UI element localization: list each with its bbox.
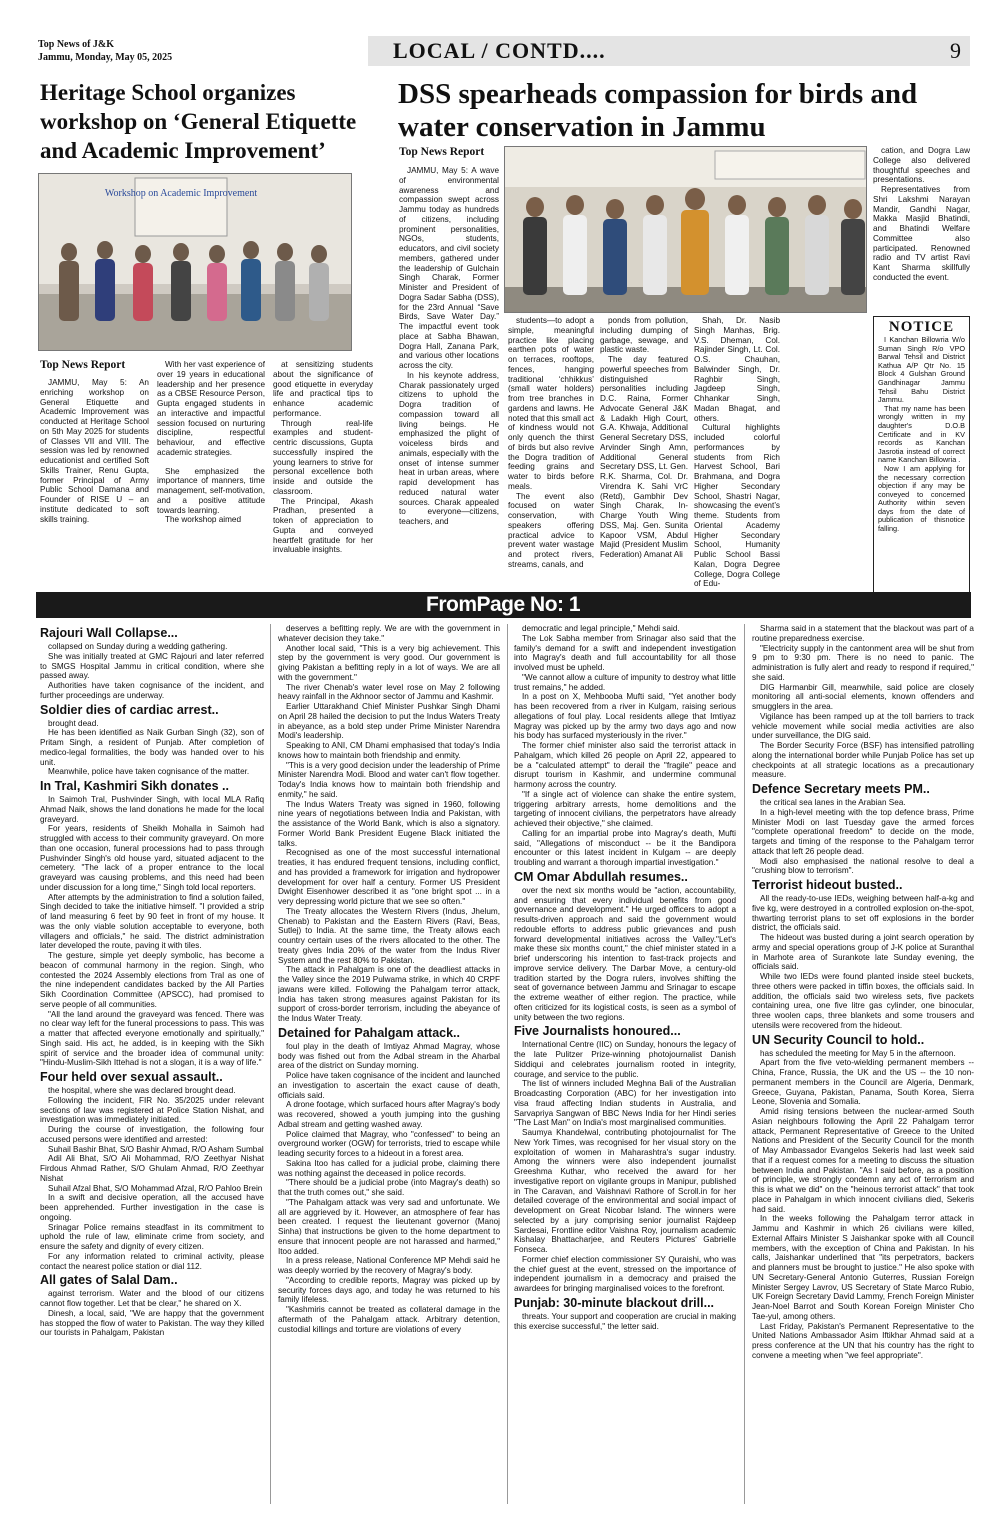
column-divider <box>744 624 745 1504</box>
dss-headline: DSS spearheads compassion for birds and water conservation in Jammu <box>398 78 918 143</box>
paper-name: Top News of J&K <box>38 39 115 50</box>
story-paragraph: Police claimed that Magray, who "confessed" to being an overground worker (OGW) for terrorists, tried to escape while leading security forces to a hideout in a forest area. <box>278 1129 500 1158</box>
story-headline: UN Security Council to hold.. <box>752 1032 925 1047</box>
story-paragraph: Sharma said in a statement that the blackout was part of a routine preparedness exercise. <box>752 624 974 643</box>
story-paragraph: Another local said, "This is a very big achievement. This step by the government is very good. Our government is giving Pakistan a befitting reply in a lot of ways. We are all with the government." <box>278 643 500 682</box>
notice-paragraph: That my name has been wrongly written in my daughter's D.O.B Certificate and in KV records as Kanchan Jasrotia instead of correct name Kanchan Billowria . <box>878 403 965 465</box>
story-paragraph: Dinesh, a local, said, "We are happy that the government has stopped the flow of water to Pakistan. The way they killed our tourists in Pahalgam, Pakistan <box>40 1308 264 1338</box>
column-divider <box>270 624 271 1504</box>
heritage-column-3 <box>273 360 373 590</box>
heritage-paragraph: at sensitizing students about the significance of good etiquette in everyday life and practical tips to enhance academic performance. <box>273 360 373 418</box>
dss-byline: Top News Report <box>399 146 485 158</box>
story-paragraph: Sakina Itoo has called for a judicial probe, claiming there was nothing against the deceased in police records. <box>278 1158 500 1178</box>
dss-photo-image <box>505 147 867 313</box>
from-page-banner-title: FromPage No: 1 <box>426 593 581 616</box>
story-headline: Five Journalists honoured... <box>514 1024 681 1039</box>
story-paragraph: In a press release, National Conference MP Mehdi said he was deeply worried by the recovery of Magray's body. <box>278 1256 500 1275</box>
photo-banner-text: Workshop on Academic Improvement <box>104 188 258 199</box>
from-page-column-1 <box>40 624 264 1504</box>
story-paragraph: The Border Security Force (BSF) has intensified patrolling along the international border while Punjab Police has set up checkpoints at all strategic locations as a precautionary measure. <box>752 741 974 780</box>
story-headline: Soldier dies of cardiac arrest.. <box>40 702 219 717</box>
story-paragraph: The attack in Pahalgam is one of the deadliest attacks in the Valley since the 2019 Pulwama strike, in which 40 CRPF jawans were killed. Following the Pahalgam terror attack, India has taken strong measures against Pakistan for its support of cross-border terrorism, including the abeyance of the Indus Water Treaty. <box>278 965 500 1023</box>
story-headline: Terrorist hideout busted.. <box>752 878 903 892</box>
dss-paragraph: JAMMU, May 5: A wave of environmental awareness and compassion swept across Jammu today as hundreds of citizens, including prominent personalities, NGOs, students, educators, and civil society members, gathered under the leadership of Gulchain Singh Charak, Former Minister and President of Dogra Sadar Sabha (DSS), for the 23rd Annual “Save Birds, Save Water Day.” The impactful event took place at Sabha Bhawan, Dogra Hall, Zanana Park, and various other locations across the city. <box>399 166 499 370</box>
story-paragraph: The Lok Sabha member from Srinagar also said that the family's demand for a swift and independent investigation into Magray's death and full accountability for all those involved must be upheld. <box>514 633 736 672</box>
story-paragraph: The Indus Waters Treaty was signed in 1960, following nine years of negotiations between India and Pakistan, with the assistance of the World Bank, which is also a signatory. Former World Bank President Eugene Black initiated the talks. <box>278 799 500 848</box>
story-paragraph: "There should be a judicial probe (into Magray's death) so that the truth comes out," she said. <box>278 1178 500 1197</box>
story-paragraph: "All the land around the graveyard was fenced. There was no clear way left for the funeral processions to pass. This was a matter that affected everyone emotionally and spiritually," Singh said. His act, he added, is in keeping with the Sikh spirit of service and the broader idea of communal unity: "Hindu-Muslim-Sikh Ittehad is not a slogan, it is a way of life." <box>40 1009 264 1068</box>
story-paragraph: "According to credible reports, Magray was picked up by security forces days ago, and today he was returned to his family lifeless. <box>278 1275 500 1305</box>
story-paragraph: Meanwhile, police have taken cognisance of the matter. <box>48 767 250 777</box>
page-number: 9 <box>950 38 961 63</box>
story-paragraph: democratic and legal principle," Mehdi said. <box>522 624 680 633</box>
dss-paragraph: cation, and Dogra Law College also delivered thoughtful speeches and presentations. <box>873 146 970 185</box>
notice-box <box>873 316 970 597</box>
story-paragraph: The list of winners included Meghna Bali of the Australian Broadcasting Corporation (ABC) for her investigation into visa fraud affecting Indian students in Australia, and Sarvapriya Sangwan of BBC News India for her Hindi series "The Last Man" on India's most marginalised communities. <box>514 1079 736 1128</box>
story-paragraph: has scheduled the meeting for May 5 in the afternoon. <box>760 1048 956 1058</box>
dss-paragraph: The event also focused on water conservation, with speakers offering practical advice to prevent water wastage and protect rivers, streams, canals, and <box>508 491 594 569</box>
story-paragraph: The former chief minister also said the terrorist attack in Pahalgam, which killed 26 people on April 22, appeared to be a "calculated attempt" to derail the "fragile" peace and disrupt tourism in Kashmir, and undermine communal harmony across the country. <box>514 741 736 789</box>
story-paragraph: Recognised as one of the most successful international treaties, it has endured frequent tensions, including conflict, and has provided a framework for irrigation and hydropower development for over half a century. Former US President Dwight Eisenhower described it as "one bright spot ... in a very depressing world picture that we see so often." <box>278 848 500 906</box>
story-paragraph: DIG Harmanbir Gill, meanwhile, said police are closely monitoring all anti-social elements, known offenders and smugglers in the area. <box>752 682 974 711</box>
dss-column-2 <box>508 316 594 590</box>
column-divider <box>507 624 508 1504</box>
story-paragraph: "We cannot allow a culture of impunity to destroy what little trust remains," he added. <box>514 672 736 692</box>
dss-paragraph: Representatives from Shri Lakshmi Narayan Mandir, Gandhi Nagar, Makka Masjid Bhatindi, and Bhatindi Welfare Committee also participated. Renowned radio and TV artist Ravi Kant Sharma skillfully conducted the event. <box>873 185 970 282</box>
notice-paragraph: I Kanchan Billowria W/o Suman Singh R/o VPO Barwal Tehsil and District Kathua A/P Qtr No. 15 Block 4 Gulshan Ground Gandhinagar Jammu Tehsil Bahu District Jammu. <box>878 335 965 405</box>
story-headline: CM Omar Abdullah resumes.. <box>514 869 688 884</box>
dss-paragraph: ponds from pollution, including dumping of garbage, sewage, and plastic waste. <box>600 316 688 355</box>
heritage-paragraph: She emphasized the importance of manners, time management, self-motivation, and a positive attitude towards learning. <box>157 466 265 515</box>
story-headline: Four held over sexual assault.. <box>40 1070 223 1084</box>
story-headline: Defence Secretary meets PM.. <box>752 782 930 796</box>
heritage-paragraph: JAMMU, May 5: An enriching workshop on General Etiquette and Academic Improvement was conducted at Heritage School on 5th May 2025 for students of Classes VII and VIII. The session was led by renowned educationist and certified Soft Skills Trainer, Renu Gupta, former Principal of Army Public School Damana and Founder of RISE U – an institute dedicated to soft skills training. <box>40 378 149 524</box>
heritage-paragraph: The Principal, Akash Pradhan, presented a token of appreciation to Gupta and conveyed heartfelt gratitude for her invaluable insights. <box>273 496 373 555</box>
story-paragraph: Modi also emphasised the national resolve to deal a "crushing blow to terrorism". <box>752 856 974 876</box>
dss-photo <box>504 146 867 313</box>
story-paragraph: A drone footage, which surfaced hours after Magray's body was recovered, showed a youth jumping into the gushing Adbal stream and getting washed away. <box>278 1100 500 1129</box>
story-paragraph: Authorities have taken cognisance of the incident, and further proceedings are underway. <box>40 681 264 700</box>
story-paragraph: Adil Ali Bhat, S/O Ali Mohammad, R/O Zeethyar Nishat Firdous Ahmad Rather, S/O Ghulam Ahmad, R/O Zeethyar Nishat <box>40 1154 264 1183</box>
story-paragraph: For years, residents of Sheikh Mohalla in Saimoh had struggled with access to their community graveyard. On more than one occasion, funeral processions had to pass through Pushvinder Singh's old house yard, situated adjacent to the cemetery. "The lack of a proper entrance to the local graveyard was causing problems, and this need had been under discussion for a long time," Singh told local reporters. <box>40 824 264 892</box>
story-paragraph: brought dead. <box>48 718 99 728</box>
notice-title: NOTICE <box>888 319 955 335</box>
story-paragraph: In Saimoh Tral, Pushvinder Singh, with local MLA Rafiq Ahmad Naik, shows the land donations he made for the local graveyard. <box>40 795 264 824</box>
story-paragraph: over the next six months would be "action, accountability, and ensuring that every individual benefits from good governance and development." He urged officers to adopt a results-driven approach and said the government would redouble efforts to address public grievances and push forward developmental initiatives across the Valley."Let's make these six months count," the chief minister stated in a brief underscoring his intention to fast-track projects and improve service delivery. The Darbar Move, a century-old tradition started by the Dogra rulers, involves shifting the seat of governance between Jammu and Srinagar to escape the extreme weather of either region. The practice, while often criticized for its logistical costs, is seen as a symbol of unity between the two regions. <box>514 885 736 1022</box>
story-paragraph: Vigilance has been ramped up at the toll barriers to track vehicle movement while social media activities are also under surveillance, the DIG said. <box>752 711 974 741</box>
heritage-column-1 <box>40 378 149 590</box>
from-page-column-2 <box>278 624 500 1504</box>
story-paragraph: He has been identified as Naik Gurban Singh (32), son of Pritam Singh, a resident of Punjab. After completion of medico-legal formalities, the body was handed over to his unit. <box>40 728 264 767</box>
heritage-paragraph: Through real-life examples and student-centric discussions, Gupta successfully inspired the young learners to strive for personal excellence both inside and outside the classroom. <box>273 418 373 496</box>
story-headline: In Tral, Kashmiri Sikh donates .. <box>40 779 229 793</box>
story-paragraph: All the ready-to-use IEDs, weighing between half-a-kg and five kg, were destroyed in a controlled explosion on-the-spot, thwarting terrorist plans to set off explosions in the border district, the officials said. <box>752 894 974 933</box>
story-paragraph: Srinagar Police remains steadfast in its commitment to uphold the rule of law, eliminate crime from society, and ensure the safety and dignity of every citizen. <box>40 1222 264 1251</box>
story-paragraph: The river Chenab's water level rose on May 2 following heavy rainfall in the Akhnoor sector of Jammu and Kashmir. <box>278 682 500 702</box>
story-paragraph: Earlier Uttarakhand Chief Minister Pushkar Singh Dhami on April 28 hailed the decision to put the Indus Waters Treaty in abeyance, as a bold step under Prime Minister Narendra Modi's leadership. <box>278 702 500 741</box>
story-paragraph: Suhail Bashir Bhat, S/O Bashir Ahmad, R/O Asham Sumbal <box>48 1144 264 1154</box>
story-paragraph: Speaking to ANI, CM Dhami emphasised that today's India knows how to maintain both friendship and enmity. <box>278 741 500 760</box>
dss-column-5 <box>873 146 970 311</box>
story-paragraph: The Treaty allocates the Western Rivers (Indus, Jhelum, Chenab) to Pakistan and the Eastern Rivers (Ravi, Beas, Sutlej) to India. At the same time, the Treaty allows each country certain uses of the rivers allocated to the other. The treaty gives India 20% of the water from the Indus River System and the rest 80% to Pakistan. <box>278 906 500 965</box>
story-paragraph: Police have taken cognisance of the incident and launched an investigation to ascertain the exact cause of death, officials said. <box>278 1071 500 1100</box>
heritage-paragraph: The workshop aimed <box>165 515 241 525</box>
story-paragraph: "If a single act of violence can shake the entire system, triggering arbitrary arrests, home demolitions and the targeting of innocent civilians, the perpetrators have already achieved their objective," she claimed. <box>514 789 736 828</box>
masthead <box>38 38 172 64</box>
heritage-byline: Top News Report <box>40 359 126 371</box>
story-paragraph: foul play in the death of Imtiyaz Ahmad Magray, whose body was fished out from the Adbal stream in the Aharbal area of the district on Sunday morning. <box>278 1041 500 1071</box>
story-paragraph: Last Friday, Pakistan's Permanent Representative to the United Nations Ambassador Asim Iftikhar Ahmad said at a press conference at the UN that his country has the right to convene a meeting when "we feel appropriate". <box>752 1321 974 1360</box>
story-headline: Detained for Pahalgam attack.. <box>278 1025 461 1040</box>
story-paragraph: She was initially treated at GMC Rajouri and later referred to SMGS Hospital Jammu in critical condition, where she passed away. <box>40 651 264 681</box>
dss-column-4 <box>694 316 780 590</box>
story-paragraph: Former chief election commissioner SY Quraishi, who was the chief guest at the event, stressed on the importance of independent journalism in a democracy and praised the awardees for bringing marginalised voices to the forefront. <box>514 1254 736 1293</box>
story-paragraph: "Electricity supply in the cantonment area will be shut from 9 pm to 9:30 pm. There is no need to panic. The administration is fully alert and ready to respond if required," she said. <box>752 643 974 682</box>
story-paragraph: International Centre (IIC) on Sunday, honours the legacy of the late Pulitzer Prize-winning photojournalist Danish Siddiqui and celebrates journalism rooted in integrity, courage, and service to the public. <box>514 1040 736 1079</box>
dss-paragraph: Cultural highlights included colorful performances by students from Rich Harvest School, Bari Brahmana, and Dogra Higher Secondary School, Shastri Nagar, showcasing the event’s theme. Students from Oriental Academy Higher Secondary School, Humanity Public School Bassi Kalan, Dogra Degree College, Dogra College of Edu- <box>694 423 780 589</box>
story-paragraph: Apart from the five veto-wielding permanent members -- China, France, Russia, the UK and the US -- the 10 non-permanent members in the Council are Algeria, Denmark, Greece, Guyana, Pakistan, Panama, South Korea, Sierra Leone, Slovenia and Somalia. <box>752 1058 974 1107</box>
notice-body <box>878 336 965 534</box>
story-paragraph: the critical sea lanes in the Arabian Sea. <box>760 798 906 807</box>
story-paragraph: The gesture, simple yet deeply symbolic, has become a beacon of communal harmony in the region. Singh, who contested the 2024 Assembly elections from Tral as one of the nine independent candidates backed by the All Parties Sikh Coordination Committee (APSCC), had promised to serve people of all communities. <box>40 951 264 1009</box>
story-paragraph: In a swift and decisive operation, all the accused have been apprehended. Further investigation in the case is ongoing. <box>40 1193 264 1222</box>
section-title: LOCAL / CONTD.... <box>393 38 606 63</box>
story-paragraph: the hospital, where she was declared brought dead. <box>48 1086 236 1095</box>
from-page-column-4 <box>752 624 974 1504</box>
notice-paragraph: Now I am applying for the necessary correction objection if any may be conveyed to concerned Authority within seven days from the date of publication of thisnotice falling. <box>878 463 965 534</box>
story-paragraph: In a high-level meeting with the top defence brass, Prime Minister Modi on last Tuesday gave the armed forces "complete operational freedom" to decide on the mode, targets and timing of the response to the Pahalgam terror attack that left 26 people dead. <box>752 807 974 856</box>
story-paragraph: During the course of investigation, the following four accused persons were identified and arrested: <box>40 1125 264 1144</box>
story-paragraph: Suhail Afzal Bhat, S/O Mohammad Afzal, R/O Pahloo Brein <box>48 1183 263 1193</box>
story-paragraph: While two IEDs were found planted inside steel buckets, three others were packed in tiffin boxes, the officials said. In addition, the officials said two wireless sets, five packets containing urea, one five litre gas cylinder, one binocular, three woolen caps, three blankets and some trousers and utensils were recovered from the hideout. <box>752 972 974 1030</box>
dateline: Jammu, Monday, May 05, 2025 <box>38 52 173 63</box>
story-paragraph: against terrorism. Water and the blood of our citizens cannot flow together. Let that be clear," he shared on X. <box>40 1289 264 1308</box>
story-paragraph: Amid rising tensions between the nuclear-armed South Asian neighbours following the April 22 Pahalgam terror attack, Permanent Representative of Greece to the United Nations and President of the Security Council for the month of May Ambassador Evangelos Sekeris had last week said that if a request comes for a meeting to discuss the situation between India and Pakistan. "As I said before, as a position of principle, we strongly condemn any act of terrorism and this is what we did" on the "heinous terrorist attack" that took place in Pahalgam in which innocent civilians died, Sekeris had said. <box>752 1107 974 1214</box>
story-paragraph: collapsed on Sunday during a wedding gathering. <box>48 642 228 651</box>
heritage-photo-image <box>39 174 352 351</box>
story-paragraph: threats. Your support and cooperation are crucial in making this exercise successful," the letter said. <box>514 1311 736 1331</box>
story-paragraph: Saumya Khandelwal, contributing photojournalist for The New York Times, was recognised for her visual story on the exploitation of women in Maharashtra's sugar industry. Among the winners were also independent journalist Greeshma Kuthar, who received the award for her investigative report on vigilante groups in Manipur, published in The Caravan, and Vaishnavi Rathore of Scroll.in for her detailed coverage of the environmental and social impact of development on Great Nicobar Island. The winners were selected by a jury comprising senior journalist Rajdeep Sardesai, Frontline editor Vaishna Roy, journalism academic Kishalay Bhattacharjee, and Reuters Pictures' Gabrielle Fonseca. <box>514 1128 736 1254</box>
story-paragraph: For any information related to criminal activity, please contact the nearest police station or dial 112. <box>40 1251 264 1271</box>
story-paragraph: After attempts by the administration to find a solution failed, Singh decided to take the initiative himself. "I provided a strip of land measuring 6 feet by 90 feet in front of my house. It was the only viable solution acceptable to everyone, both villagers and officials," he said. The district administration later developed the route, paving it with tiles. <box>40 892 264 951</box>
dss-paragraph: The day featured powerful speeches from distinguished personalities including D.C. Raina, Former Advocate General J&K & Ladakh High Court, G.A. Khwaja, Additional General Secretary DSS, Arvinder Singh Amn, Additional General Secretary DSS, Lt. Gen. R.K. Sharma, Col. Dr. Virendra K. Sahi VrC (Retd), Gambhir Dev Singh Charak, In-Charge Youth Wing DSS, Maj. Gen. Sunita Kapoor VSM, Abdul Majid (President Muslim Federation) Amanat Ali <box>600 355 688 559</box>
story-paragraph: "This is a very good decision under the leadership of Prime Minister Narendra Modi. Blood and water can't flow together. Today's India knows how to maintain both friendship and enmity," he said. <box>278 760 500 799</box>
story-paragraph: In a post on X, Mehbooba Mufti said, "Yet another body has been recovered from a river in Kulgam, raising serious allegations of foul play. Local residents allege that Imtiyaz Magray was picked up by the army two days ago and now his body has surfaced mysteriously in the river." <box>514 692 736 741</box>
heritage-paragraph: With her vast experience of over 19 years in educational leadership and her presence as a CBSE Resource Person, Gupta engaged students in an interactive and impactful session focused on nurturing discipline, respectful behaviour, and effective academic strategies. <box>157 360 265 457</box>
from-page-column-3 <box>514 624 736 1504</box>
story-paragraph: Following the incident, FIR No. 35/2025 under relevant sections of law was registered at Police Station Nishat, and investigation was immediately initiated. <box>40 1095 264 1125</box>
dss-paragraph: Shah, Dr. Nasib Singh Manhas, Brig. V.S. Dheman, Col. Rajinder Singh, Lt. Col. O.S. Chauhan, Balwinder Singh, Dr. Raghbir Singh, Jagdeep Singh, Chhankar Singh, Madan Bhagat, and others. <box>694 316 780 423</box>
story-paragraph: In the weeks following the Pahalgam terror attack in Jammu and Kashmir in which 26 civilians were killed, External Affairs Minister S Jaishankar spoke with all Council members, with the exception of China and Pakistan. In his calls, Jaishankar underlined that "its perpetrators, backers and planners must be brought to justice." He also spoke with UN Secretary-General Antonio Guterres, Russian Foreign Minister Sergey Lavrov, US Secretary of State Marco Rubio, UK Foreign Secretary David Lammy, French Foreign Minister Jean-Noel Barrot and South Korean Foreign Minister Cho Tae-yul, among others. <box>752 1214 974 1321</box>
story-paragraph: Calling for an impartial probe into Magray's death, Mufti said, "Allegations of misconduct -- be it the Bandipora encounter or this latest incident in Kulgam -- are deeply troubling and warrant a thorough impartial investigation." <box>514 828 736 867</box>
heritage-headline: Heritage School organizes workshop on ‘General Etiquette and Academic Improvement’ <box>40 80 357 163</box>
story-paragraph: "Kashmiris cannot be treated as collateral damage in the aftermath of the Pahalgam attack. Arbitrary detention, custodial killings and torture are violations of every <box>278 1305 500 1334</box>
dss-paragraph: students—to adopt a simple, meaningful practice like placing earthen pots of water on terraces, rooftops, fences, hanging traditional ‘chhikkus’ (small water holders) from tree branches in gardens and lawns. He noted that this small act of kindness would not only quench the thirst of birds but also revive the Dogra tradition of feeding grains and water to birds before meals. <box>508 316 594 491</box>
heritage-photo <box>38 173 352 351</box>
dss-paragraph: In his keynote address, Charak passionately urged citizens to uphold the Dogra tradition of compassion toward all living beings. He emphasized the plight of voiceless birds and animals, especially with the onset of intense summer heat in urban areas, where rapid development has reduced natural water sources. Charak appealed to everyone—citizens, teachers, and <box>399 370 499 526</box>
story-paragraph: "The Pahalgam attack was very sad and unfortunate. We all are aggrieved by it. However, an atmosphere of fear has been created. I request the lieutenant governor (Manoj Sinha) that instructions be given to the home department to ensure that innocent people are not harassed and harmed," Itoo added. <box>278 1197 500 1256</box>
story-paragraph: The hideout was busted during a joint search operation by army and special operations group of J-K police at Suranthal in Marhote area of Surankote late Sunday evening, the officials said. <box>752 933 974 972</box>
story-headline: Rajouri Wall Collapse... <box>40 626 178 640</box>
dss-column-3 <box>600 316 688 590</box>
story-headline: All gates of Salal Dam.. <box>40 1273 178 1288</box>
heritage-column-2 <box>157 360 265 590</box>
story-paragraph: deserves a befitting reply. We are with the government in whatever decision they take." <box>278 624 500 643</box>
dss-column-1 <box>399 166 499 590</box>
story-headline: Punjab: 30-minute blackout drill... <box>514 1295 715 1310</box>
